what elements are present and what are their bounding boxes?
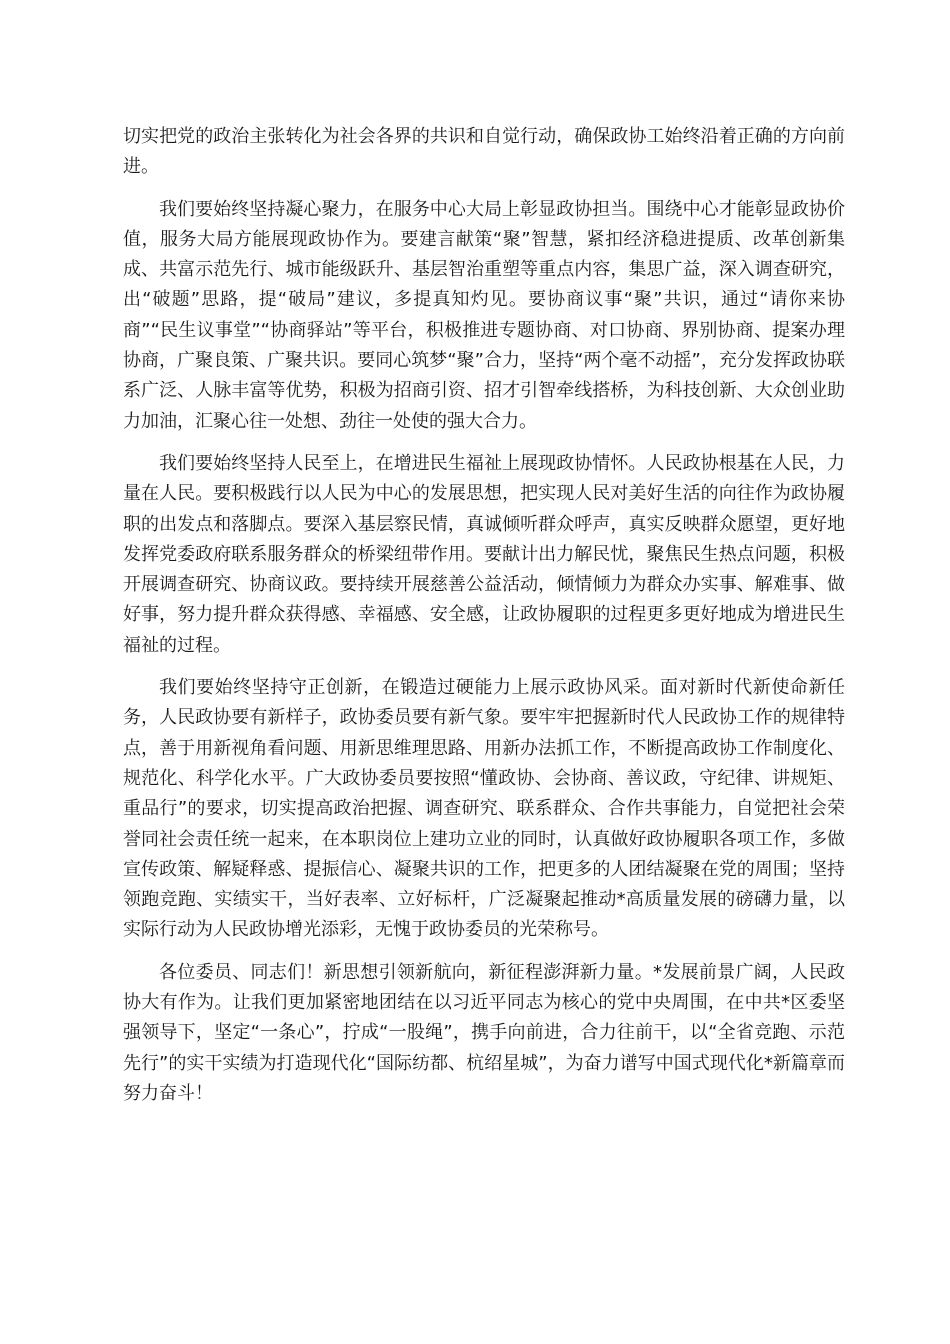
paragraph-people-first: 我们要始终坚持人民至上，在增进民生福祉上展现政协情怀。人民政协根基在人民，力量在人民。要积极践行以人民为中心的发展思想，把实现人民对美好生活的向往作为政协履职的出发点和落脚点。要深入基层察民情，真诚倾听群众呼声，真实反映群众愿望，更好地发挥党委政府联系服务群众的桥梁纽带作用。要献计出力解民忧，聚焦民生热点问题，积极开展调查研究、协商议政。要持续开展慈善公益活动，倾情倾力为群众办实事、解难事、做好事，努力提升群众获得感、幸福感、安全感，让政协履职的过程更多更好地成为增进民生福祉的过程。 <box>123 452 845 656</box>
paragraph-innovation: 我们要始终坚持守正创新，在锻造过硬能力上展示政协风采。面对新时代新使命新任务，人民政协要有新样子，政协委员要有新气象。要牢牢把握新时代人民政协工作的规律特点，善于用新视角看问题、用新思维理思路、用新办法抓工作，不断提高政协工作制度化、规范化、科学化水平。广大政协委员要按照“懂政协、会协商、善议政，守纪律、讲规矩、重品行”的要求，切实提高政治把握、调查研究、联系群众、合作共事能力，自觉把社会荣誉同社会责任统一起来，在本职岗位上建功立业的同时，认真做好政协履职各项工作，多做宣传政策、解疑释惑、提振信心、凝聚共识的工作，把更多的人团结凝聚在党的周围；坚持领跑竞跑、实绩实干，当好表率、立好标杆，广泛凝聚起推动*高质量发展的磅礴力量，以实际行动为人民政协增光添彩，无愧于政协委员的光荣称号。 <box>123 677 845 941</box>
paragraph-continuation: 切实把党的政治主张转化为社会各界的共识和自觉行动，确保政协工始终沿着正确的方向前进。 <box>123 126 845 178</box>
paragraph-cohesion: 我们要始终坚持凝心聚力，在服务中心大局上彰显政协担当。围绕中心才能彰显政协价值，服务大局方能展现政协作为。要建言献策“聚”智慧，紧扣经济稳进提质、改革创新集成、共富示范先行、城市能级跃升、基层智治重塑等重点内容，集思广益，深入调查研究，出“破题”思路，提“破局”建议，多提真知灼见。要协商议事“聚”共识，通过“请你来协商”“民生议事堂”“协商驿站”等平台，积极推进专题协商、对口协商、界别协商、提案办理协商，广聚良策、广聚共识。要同心筑梦“聚”合力，坚持“两个毫不动摇”，充分发挥政协联系广泛、人脉丰富等优势，积极为招商引资、招才引智牵线搭桥，为科技创新、大众创业助力加油，汇聚心往一处想、劲往一处使的强大合力。 <box>123 198 845 432</box>
document-page <box>123 122 845 1121</box>
paragraph-closing: 各位委员、同志们！新思想引领新航向，新征程澎湃新力量。*发展前景广阔，人民政协大有作为。让我们更加紧密地团结在以习近平同志为核心的党中央周围，在中共*区委坚强领导下，坚定“一条心”，拧成“一股绳”，携手向前进，合力往前干，以“全省竞跑、示范先行”的实干实绩为打造现代化“国际纺都、杭绍星城”，为奋力谱写中国式现代化*新篇章而努力奋斗！ <box>123 961 845 1104</box>
